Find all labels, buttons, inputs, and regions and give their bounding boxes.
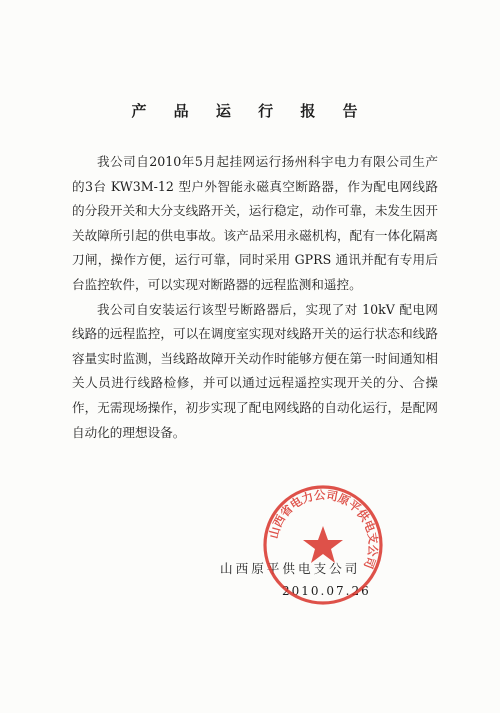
signature-company: 山西原平供电支公司 [220,561,361,576]
document-title: 产 品 运 行 报 告 [131,102,369,120]
seal-star-icon [303,526,343,563]
official-seal-icon [258,480,388,610]
seal-text: 山西省电力公司原平供电支公司 [266,487,381,571]
paragraph-1: 我公司自2010年5月起挂网运行扬州科宇电力有限公司生产的3台 KW3M-12 型户外智能永磁真空断路器，作为配电网线路的分段开关和大分支线路开关，运行稳定，动作可靠，未发生因开关故障所引起的供电事故。该产品采用永磁机构，配有一体化隔离刀闸，操作方便，运行可靠，同时采用 GPRS 通讯并配有专用后台监控软件，可以实现对断路器的远程监测和遥控。 [72,154,438,292]
signature-date: 2010.07.26 [282,584,371,598]
paragraph-2: 我公司自安装运行该型号断路器后，实现了对 10kV 配电网线路的远程监控，可以在调度室实现对线路开关的运行状态和线路容量实时监测，当线路故障开关动作时能够方便在第一时间通知相关人员进行线路检修，并可以通过远程遥控实现开关的分、合操作，无需现场操作，初步实现了配电网线路的自动化运行，是配网自动化的理想设备。 [72,301,438,440]
document-body [72,150,438,445]
